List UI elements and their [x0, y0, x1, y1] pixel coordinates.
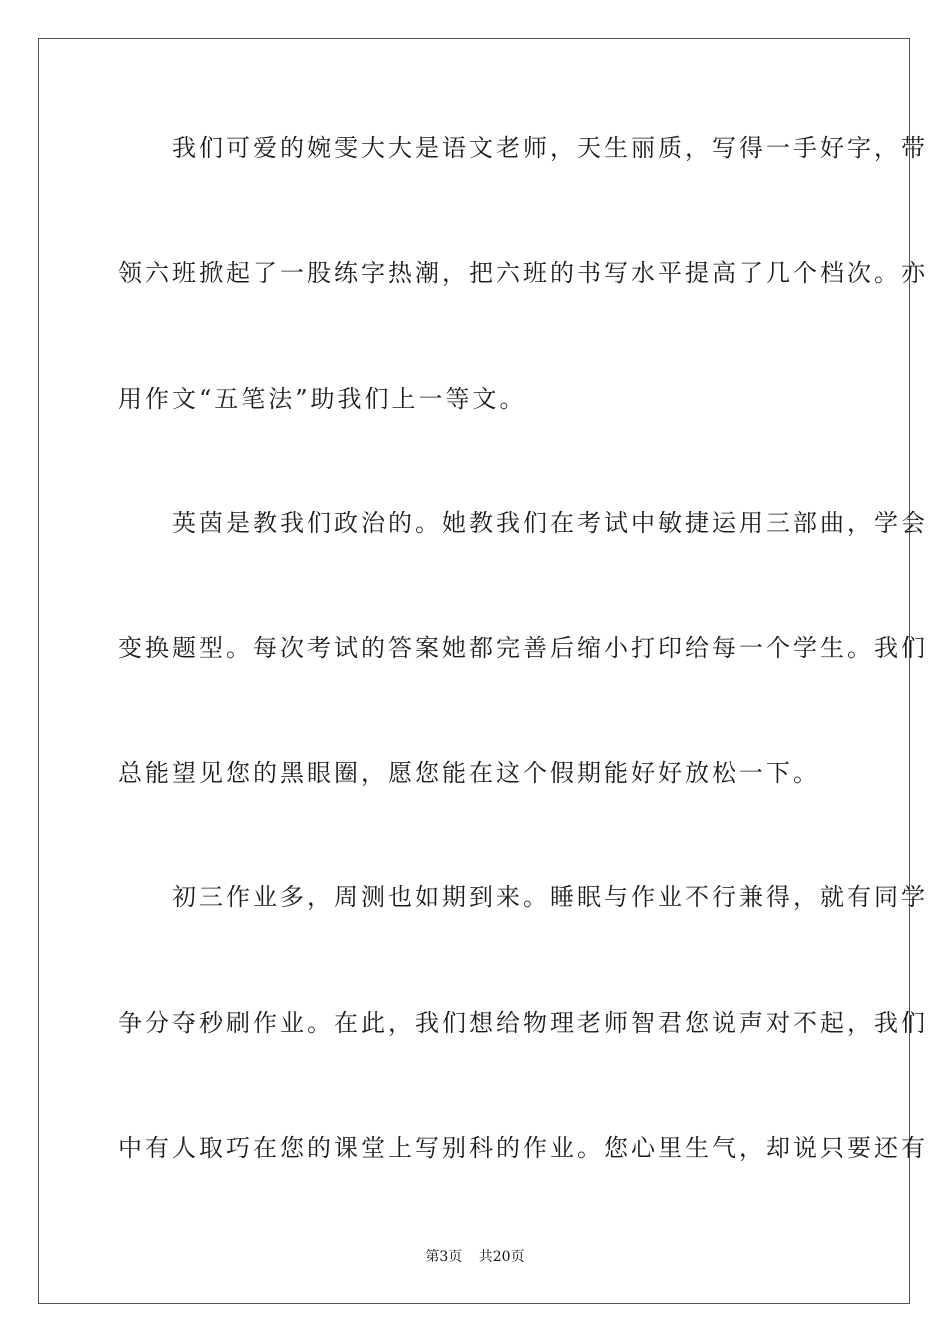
page-footer: [0, 1248, 950, 1266]
text-line-4: 英茵是教我们政治的。她教我们在考试中敏捷运用三部曲，学会: [118, 509, 928, 537]
page-number: 第3页: [425, 1249, 463, 1265]
text-line-9: 中有人取巧在您的课堂上写别科的作业。您心里生气，却说只要还有: [118, 1134, 928, 1162]
text-line-3: 用作文“五笔法”助我们上一等文。: [118, 385, 527, 413]
text-line-8: 争分夺秒刷作业。在此，我们想给物理老师智君您说声对不起，我们: [118, 1009, 928, 1037]
page-border: [38, 38, 928, 1304]
text-line-6: 总能望见您的黑眼圈，愿您能在这个假期能好好放松一下。: [118, 759, 820, 787]
text-line-2: 领六班掀起了一股练字热潮，把六班的书写水平提高了几个档次。亦: [118, 259, 928, 287]
total-pages: 共20页: [478, 1249, 525, 1265]
text-line-5: 变换题型。每次考试的答案她都完善后缩小打印给每一个学生。我们: [118, 634, 928, 662]
text-line-1: 我们可爱的婉雯大大是语文老师，天生丽质，写得一手好字，带: [118, 134, 928, 162]
text-line-7: 初三作业多，周测也如期到来。睡眠与作业不行兼得，就有同学: [118, 883, 928, 911]
